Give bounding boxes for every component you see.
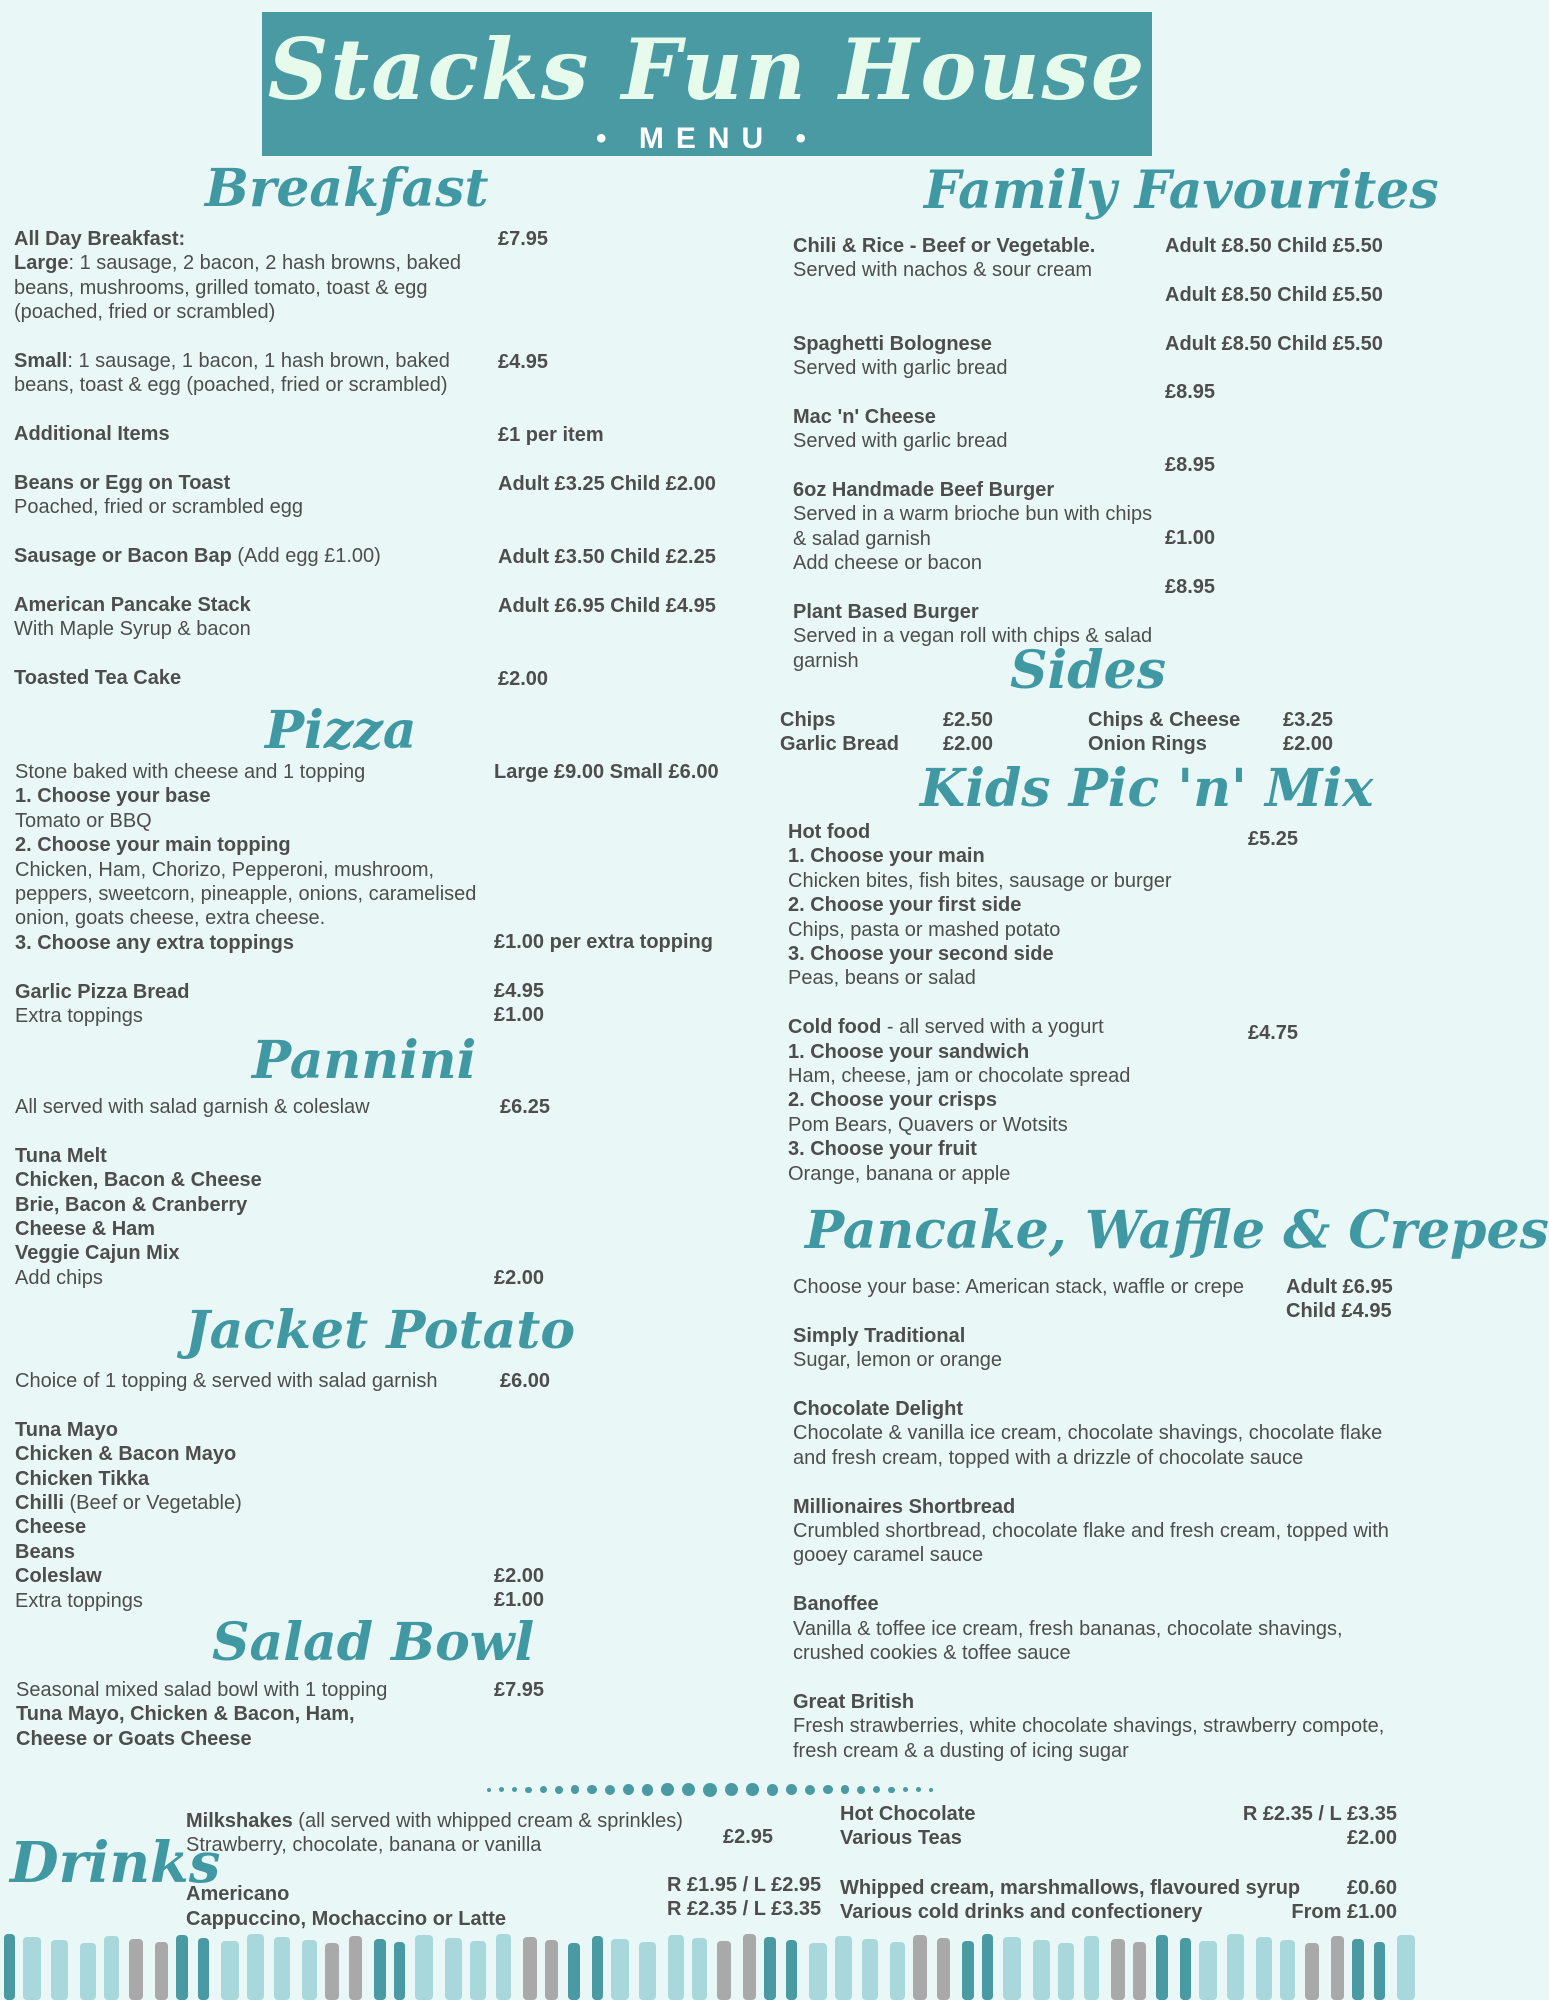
side-onion-rings-price: £2.00	[1283, 733, 1334, 755]
paint-stripe	[23, 1937, 41, 2000]
divider-dot	[605, 1785, 615, 1795]
item-tea-cake: Toasted Tea Cake	[14, 667, 182, 690]
paint-stripe	[394, 1942, 405, 2000]
price-all-day: £7.95	[498, 228, 549, 250]
divider-dot	[823, 1785, 832, 1794]
large-label: Large	[14, 252, 69, 275]
kids-cold-step: 3. Choose your fruit	[788, 1138, 977, 1161]
paint-stripe	[1180, 1938, 1191, 2000]
drink-hot-chocolate: Hot Chocolate	[840, 1803, 976, 1825]
pancake-item-desc: Crumbled shortbread, chocolate flake and fresh cream, topped with gooey caramel sauce	[793, 1520, 1389, 1567]
price-small: £4.95	[498, 351, 549, 373]
paint-stripe	[1033, 1940, 1050, 2000]
price-whipped-cream: £0.60	[1346, 1877, 1397, 1899]
item-plant-burger-desc: Served in a vegan roll with chips & salad garnish	[793, 625, 1153, 672]
side-chips-price: £2.50	[943, 709, 994, 731]
kids-cold-step: 2. Choose your crisps	[788, 1089, 997, 1112]
pannini-item: Veggie Cajun Mix	[15, 1242, 180, 1265]
divider-dot	[512, 1787, 518, 1793]
price-burger: £8.95	[1165, 454, 1216, 476]
chilli-note: (Beef or Vegetable)	[63, 1492, 242, 1515]
divider-dot	[841, 1785, 850, 1794]
milkshakes-label: Milkshakes	[186, 1810, 293, 1832]
side-onion-rings: Onion Rings	[1088, 733, 1207, 755]
price-pizza: Large £9.00 Small £6.00	[494, 761, 719, 783]
divider-dot	[642, 1784, 654, 1796]
paint-stripe	[176, 1935, 188, 2000]
price-milkshakes: £2.95	[723, 1826, 774, 1848]
drink-milkshakes-desc: Strawberry, chocolate, banana or vanilla	[186, 1834, 542, 1857]
kids-cold-food	[788, 1015, 1228, 1039]
paint-stripe	[325, 1943, 339, 2000]
price-chili: Adult £8.50 Child £5.50	[1165, 235, 1383, 257]
item-pancake-stack-desc: With Maple Syrup & bacon	[14, 618, 251, 641]
section-title-sides: Sides	[1010, 640, 1167, 701]
pancake-list	[793, 1275, 1393, 1763]
title-banner	[262, 12, 1152, 156]
paint-stripe	[668, 1935, 684, 2000]
kids-hot-step-desc: Chips, pasta or mashed potato	[788, 918, 1061, 941]
small-label: Small	[14, 350, 68, 373]
paint-stripe	[743, 1934, 756, 2000]
family-list	[793, 234, 1163, 673]
pancake-item-desc: Sugar, lemon or orange	[793, 1349, 1003, 1372]
paint-stripe	[374, 1939, 386, 2000]
item-chili-rice: Chili & Rice - Beef or Vegetable.	[793, 235, 1096, 257]
paint-stripe	[274, 1937, 290, 2000]
side-chips-cheese: Chips & Cheese	[1088, 709, 1241, 731]
item-spaghetti: Spaghetti Bolognese	[793, 332, 992, 355]
pizza-step-2-desc: Chicken, Ham, Chorizo, Pepperoni, mushroom, peppers, sweetcorn, pineapple, onions, caramelised onion, goats cheese, extra cheese.	[15, 858, 477, 930]
divider-dot	[929, 1788, 933, 1792]
paint-stripe	[1227, 1934, 1244, 2000]
section-title-pannini: Pannini	[252, 1030, 477, 1091]
paint-stripe	[1199, 1941, 1217, 2000]
section-title-kids: Kids Pic 'n' Mix	[920, 758, 1374, 819]
price-teas: £2.00	[1346, 1827, 1397, 1849]
price-pannini: £6.25	[500, 1096, 551, 1118]
paint-stripe	[717, 1941, 731, 2000]
price-cold-drinks: From £1.00	[1291, 1901, 1397, 1923]
kids-cold-step-desc: Ham, cheese, jam or chocolate spread	[788, 1065, 1131, 1088]
price-kids-cold: £4.75	[1248, 1022, 1299, 1044]
side-chips: Chips	[780, 709, 836, 731]
pannini-item: Cheese & Ham	[15, 1218, 156, 1241]
side-garlic-bread: Garlic Bread	[780, 733, 899, 755]
price-pancake-adult: Adult £6.95	[1286, 1276, 1393, 1298]
paint-stripe	[1280, 1940, 1295, 2000]
kids-hot-step: 2. Choose your first side	[788, 894, 1022, 917]
paint-stripe	[639, 1942, 656, 2000]
pannini-item: Tuna Melt	[15, 1144, 107, 1167]
divider-dot	[903, 1787, 909, 1793]
paint-stripe	[1156, 1935, 1168, 2000]
salad-intro: Seasonal mixed salad bowl with 1 topping	[16, 1679, 388, 1701]
paint-stripe	[302, 1940, 317, 2000]
divider-dot	[682, 1783, 695, 1796]
dotted-divider	[440, 1778, 980, 1798]
salad-list	[16, 1678, 416, 1751]
pancake-item-desc: Fresh strawberries, white chocolate shavings, strawberry compote, fresh cream & a dusting of icing sugar	[793, 1715, 1385, 1762]
price-pancake-child: Child £4.95	[1286, 1300, 1392, 1322]
paint-stripe	[129, 1939, 143, 2000]
divider-dot	[916, 1787, 921, 1792]
pancake-item-name: Millionaires Shortbread	[793, 1495, 1016, 1518]
paint-stripe	[786, 1940, 797, 2000]
divider-dot	[499, 1787, 504, 1792]
paint-stripe	[198, 1938, 209, 2000]
paint-stripe	[835, 1936, 852, 2000]
drinks-left	[186, 1809, 726, 1931]
pizza-step-1-desc: Tomato or BBQ	[15, 809, 152, 832]
paint-stripe	[862, 1939, 878, 2000]
pannini-list	[15, 1095, 485, 1290]
price-cappuccino: R £2.35 / L £3.35	[667, 1898, 822, 1920]
jacket-intro: Choice of 1 topping & served with salad garnish	[15, 1370, 438, 1392]
drink-cold-drinks: Various cold drinks and confectionery	[840, 1901, 1203, 1923]
kids-cold-step-desc: Orange, banana or apple	[788, 1162, 1011, 1185]
price-pizza-extras: £1.00	[494, 1004, 545, 1026]
drink-cappuccino: Cappuccino, Mochaccino or Latte	[186, 1907, 507, 1930]
drink-milkshakes	[186, 1809, 726, 1833]
divider-dot	[540, 1786, 547, 1793]
bap-name: Sausage or Bacon Bap	[14, 545, 232, 568]
salad-options: Tuna Mayo, Chicken & Bacon, Ham, Cheese or Goats Cheese	[16, 1703, 355, 1750]
cold-food-note: - all served with a yogurt	[881, 1016, 1104, 1039]
price-spaghetti: Adult £8.50 Child £5.50	[1165, 333, 1383, 355]
divider-dot	[525, 1787, 531, 1793]
pizza-list	[15, 760, 485, 1028]
jacket-item: Tuna Mayo	[15, 1418, 118, 1441]
paint-stripe	[1084, 1936, 1099, 2000]
jacket-extra-toppings: Extra toppings	[15, 1589, 143, 1612]
price-hot-chocolate: R £2.35 / L £3.35	[1242, 1803, 1397, 1825]
price-beans: Adult £3.25 Child £2.00	[498, 473, 716, 495]
divider-dot	[661, 1783, 673, 1795]
section-title-pancakes: Pancake, Waffle & Crepes	[805, 1200, 1549, 1261]
paint-stripe	[937, 1938, 950, 2000]
paint-stripe	[415, 1935, 433, 2000]
pizza-step-2: 2. Choose your main topping	[15, 834, 291, 857]
price-americano: R £1.95 / L £2.95	[667, 1874, 822, 1896]
paint-stripe	[470, 1941, 486, 2000]
pannini-item: Brie, Bacon & Cranberry	[15, 1193, 248, 1216]
item-chili-rice-desc: Served with nachos & sour cream	[793, 259, 1093, 282]
price-jacket-coleslaw: £2.00	[494, 1565, 545, 1587]
kids-hot-step: 3. Choose your second side	[788, 943, 1054, 966]
jacket-item-chilli	[15, 1491, 485, 1515]
pancake-item-desc: Vanilla & toffee ice cream, fresh bananas, chocolate shavings, crushed cookies & toffee sauce	[793, 1617, 1343, 1665]
jacket-item: Cheese	[15, 1516, 87, 1539]
chilli-label: Chilli	[15, 1492, 64, 1515]
breakfast-list	[14, 227, 484, 691]
price-additional: £1 per item	[498, 424, 604, 446]
pancake-item-name: Banoffee	[793, 1593, 879, 1616]
item-beef-burger-desc: Served in a warm brioche bun with chips & salad garnish	[793, 503, 1153, 550]
divider-dot	[805, 1785, 815, 1795]
kids-hot-step-desc: Peas, beans or salad	[788, 967, 976, 990]
paint-stripe	[496, 1934, 511, 2000]
price-plant-burger: £8.95	[1165, 576, 1216, 598]
price-teacake: £2.00	[498, 668, 549, 690]
large-desc: : 1 sausage, 2 bacon, 2 hash browns, baked beans, mushrooms, grilled tomato, toast & egg (poached, fried or scrambled)	[14, 252, 461, 324]
bap-note: (Add egg £1.00)	[231, 545, 381, 568]
item-beef-burger: 6oz Handmade Beef Burger	[793, 479, 1055, 501]
paint-stripe	[1058, 1943, 1074, 2000]
cold-food-label: Cold food	[788, 1016, 882, 1039]
item-pizza-extra-toppings: Extra toppings	[15, 1005, 143, 1028]
jacket-item: Chicken Tikka	[15, 1467, 150, 1490]
price-burger-add: £1.00	[1165, 527, 1216, 549]
item-large-breakfast	[14, 251, 484, 324]
price-pancake: Adult £6.95 Child £4.95	[498, 595, 716, 617]
item-small-breakfast	[14, 349, 484, 398]
divider-dot	[623, 1784, 634, 1795]
paint-stripe	[523, 1937, 537, 2000]
paint-stripe	[611, 1939, 629, 2000]
item-plant-burger: Plant Based Burger	[793, 601, 979, 624]
paint-stripe	[592, 1936, 603, 2000]
price-garlic-pizza-bread: £4.95	[494, 980, 545, 1002]
item-pancake-stack: American Pancake Stack	[14, 594, 251, 617]
price-pizza-extra-topping: £1.00 per extra topping	[494, 931, 713, 953]
paint-stripe	[1397, 1935, 1415, 2000]
item-garlic-pizza-bread: Garlic Pizza Bread	[15, 980, 190, 1003]
divider-dot	[873, 1786, 880, 1793]
kids-cold-step: 1. Choose your sandwich	[788, 1040, 1030, 1063]
pizza-step-1: 1. Choose your base	[15, 785, 211, 808]
decorative-paint-stripes	[0, 1928, 1414, 2000]
paint-stripe	[51, 1940, 68, 2000]
paint-stripe	[890, 1942, 905, 2000]
paint-stripe	[568, 1943, 580, 2000]
section-title-salad-bowl: Salad Bowl	[212, 1612, 535, 1673]
divider-dot	[487, 1788, 491, 1792]
section-title-family-favourites: Family Favourites	[924, 160, 1439, 221]
section-title-jacket-potato: Jacket Potato	[185, 1300, 575, 1361]
kids-hot-step: 1. Choose your main	[788, 845, 985, 868]
drink-teas: Various Teas	[840, 1827, 962, 1849]
drink-americano: Americano	[186, 1883, 290, 1906]
kids-hot-food: Hot food	[788, 821, 871, 843]
kids-list	[788, 820, 1228, 1186]
item-mac-cheese-desc: Served with garlic bread	[793, 430, 1008, 453]
divider-dot	[857, 1786, 865, 1794]
item-spaghetti-desc: Served with garlic bread	[793, 357, 1008, 379]
paint-stripe	[1256, 1937, 1272, 2000]
paint-stripe	[1133, 1942, 1146, 2000]
paint-stripe	[692, 1938, 707, 2000]
divider-dot	[703, 1783, 717, 1797]
divider-dot	[746, 1783, 758, 1795]
paint-stripe	[4, 1934, 15, 2000]
divider-dot	[767, 1784, 779, 1796]
pizza-intro: Stone baked with cheese and 1 topping	[15, 761, 366, 783]
paint-stripe	[1305, 1943, 1319, 2000]
paint-stripe	[1003, 1937, 1021, 2000]
jacket-list	[15, 1369, 485, 1613]
divider-dot	[888, 1787, 894, 1793]
price-mac: £8.95	[1165, 381, 1216, 403]
divider-dot	[587, 1785, 596, 1794]
paint-stripe	[221, 1941, 239, 2000]
paint-stripe	[962, 1941, 974, 2000]
pancake-item-name: Simply Traditional	[793, 1324, 966, 1347]
pizza-step-3: 3. Choose any extra toppings	[15, 931, 294, 954]
paint-stripe	[247, 1934, 264, 2000]
pancake-item-name: Chocolate Delight	[793, 1398, 964, 1420]
pannini-intro: All served with salad garnish & coleslaw	[15, 1096, 370, 1118]
paint-stripe	[545, 1940, 558, 2000]
item-beans-toast: Beans or Egg on Toast	[14, 472, 231, 495]
side-chips-cheese-price: £3.25	[1283, 709, 1334, 731]
item-mac-cheese: Mac 'n' Cheese	[793, 405, 936, 428]
item-beef-burger-add: Add cheese or bacon	[793, 552, 983, 575]
paint-stripe	[982, 1934, 993, 2000]
side-garlic-bread-price: £2.00	[943, 733, 994, 755]
jacket-item-coleslaw: Coleslaw	[15, 1565, 102, 1588]
paint-stripe	[809, 1943, 827, 2000]
jacket-item: Chicken & Bacon Mayo	[15, 1443, 237, 1466]
kids-hot-step-desc: Chicken bites, fish bites, sausage or burger	[788, 869, 1172, 892]
drink-whipped-cream: Whipped cream, marshmallows, flavoured syrup	[840, 1877, 1301, 1899]
divider-dot	[555, 1786, 563, 1794]
price-pannini-chips: £2.00	[494, 1267, 545, 1289]
section-title-drinks: Drinks	[10, 1830, 221, 1896]
pancake-intro: Choose your base: American stack, waffle or crepe	[793, 1276, 1244, 1298]
price-bap: Adult £3.50 Child £2.25	[498, 546, 716, 568]
paint-stripe	[1374, 1942, 1385, 2000]
divider-dot	[786, 1784, 797, 1795]
menu-subtitle: • MENU •	[595, 122, 818, 155]
jacket-item: Beans	[15, 1540, 76, 1563]
kids-cold-step-desc: Pom Bears, Quavers or Wotsits	[788, 1113, 1068, 1136]
paint-stripe	[80, 1943, 96, 2000]
divider-dot	[571, 1785, 580, 1794]
small-desc: : 1 sausage, 1 bacon, 1 hash brown, baked beans, toast & egg (poached, fried or scrambled)	[14, 350, 450, 397]
section-title-breakfast: Breakfast	[205, 158, 489, 219]
section-title-pizza: Pizza	[265, 700, 417, 761]
item-beans-toast-desc: Poached, fried or scrambled egg	[14, 496, 304, 519]
pancake-item-desc: Chocolate & vanilla ice cream, chocolate shavings, chocolate flake and fresh cream, topped with a drizzle of chocolate sauce	[793, 1422, 1383, 1469]
paint-stripe	[445, 1938, 462, 2000]
pannini-add-chips: Add chips	[15, 1266, 103, 1289]
item-additional: Additional Items	[14, 423, 170, 446]
restaurant-name: Stacks Fun House	[267, 20, 1147, 119]
milkshakes-note: (all served with whipped cream & sprinkles)	[292, 1810, 683, 1832]
divider-dot	[725, 1783, 738, 1796]
price-jacket-extras: £1.00	[494, 1589, 545, 1611]
paint-stripe	[1352, 1939, 1364, 2000]
price-chili-extra: Adult £8.50 Child £5.50	[1165, 284, 1383, 306]
pannini-item: Chicken, Bacon & Cheese	[15, 1169, 262, 1192]
paint-stripe	[1331, 1936, 1344, 2000]
paint-stripe	[764, 1937, 776, 2000]
paint-stripe	[155, 1942, 168, 2000]
pancake-item-name: Great British	[793, 1690, 915, 1713]
price-jacket: £6.00	[500, 1370, 551, 1392]
paint-stripe	[913, 1935, 927, 2000]
paint-stripe	[1111, 1939, 1125, 2000]
paint-stripe	[349, 1936, 362, 2000]
item-bap	[14, 544, 484, 568]
price-salad: £7.95	[494, 1679, 545, 1701]
price-kids-hot: £5.25	[1248, 828, 1299, 850]
paint-stripe	[104, 1936, 119, 2000]
item-all-day-breakfast: All Day Breakfast:	[14, 228, 186, 250]
